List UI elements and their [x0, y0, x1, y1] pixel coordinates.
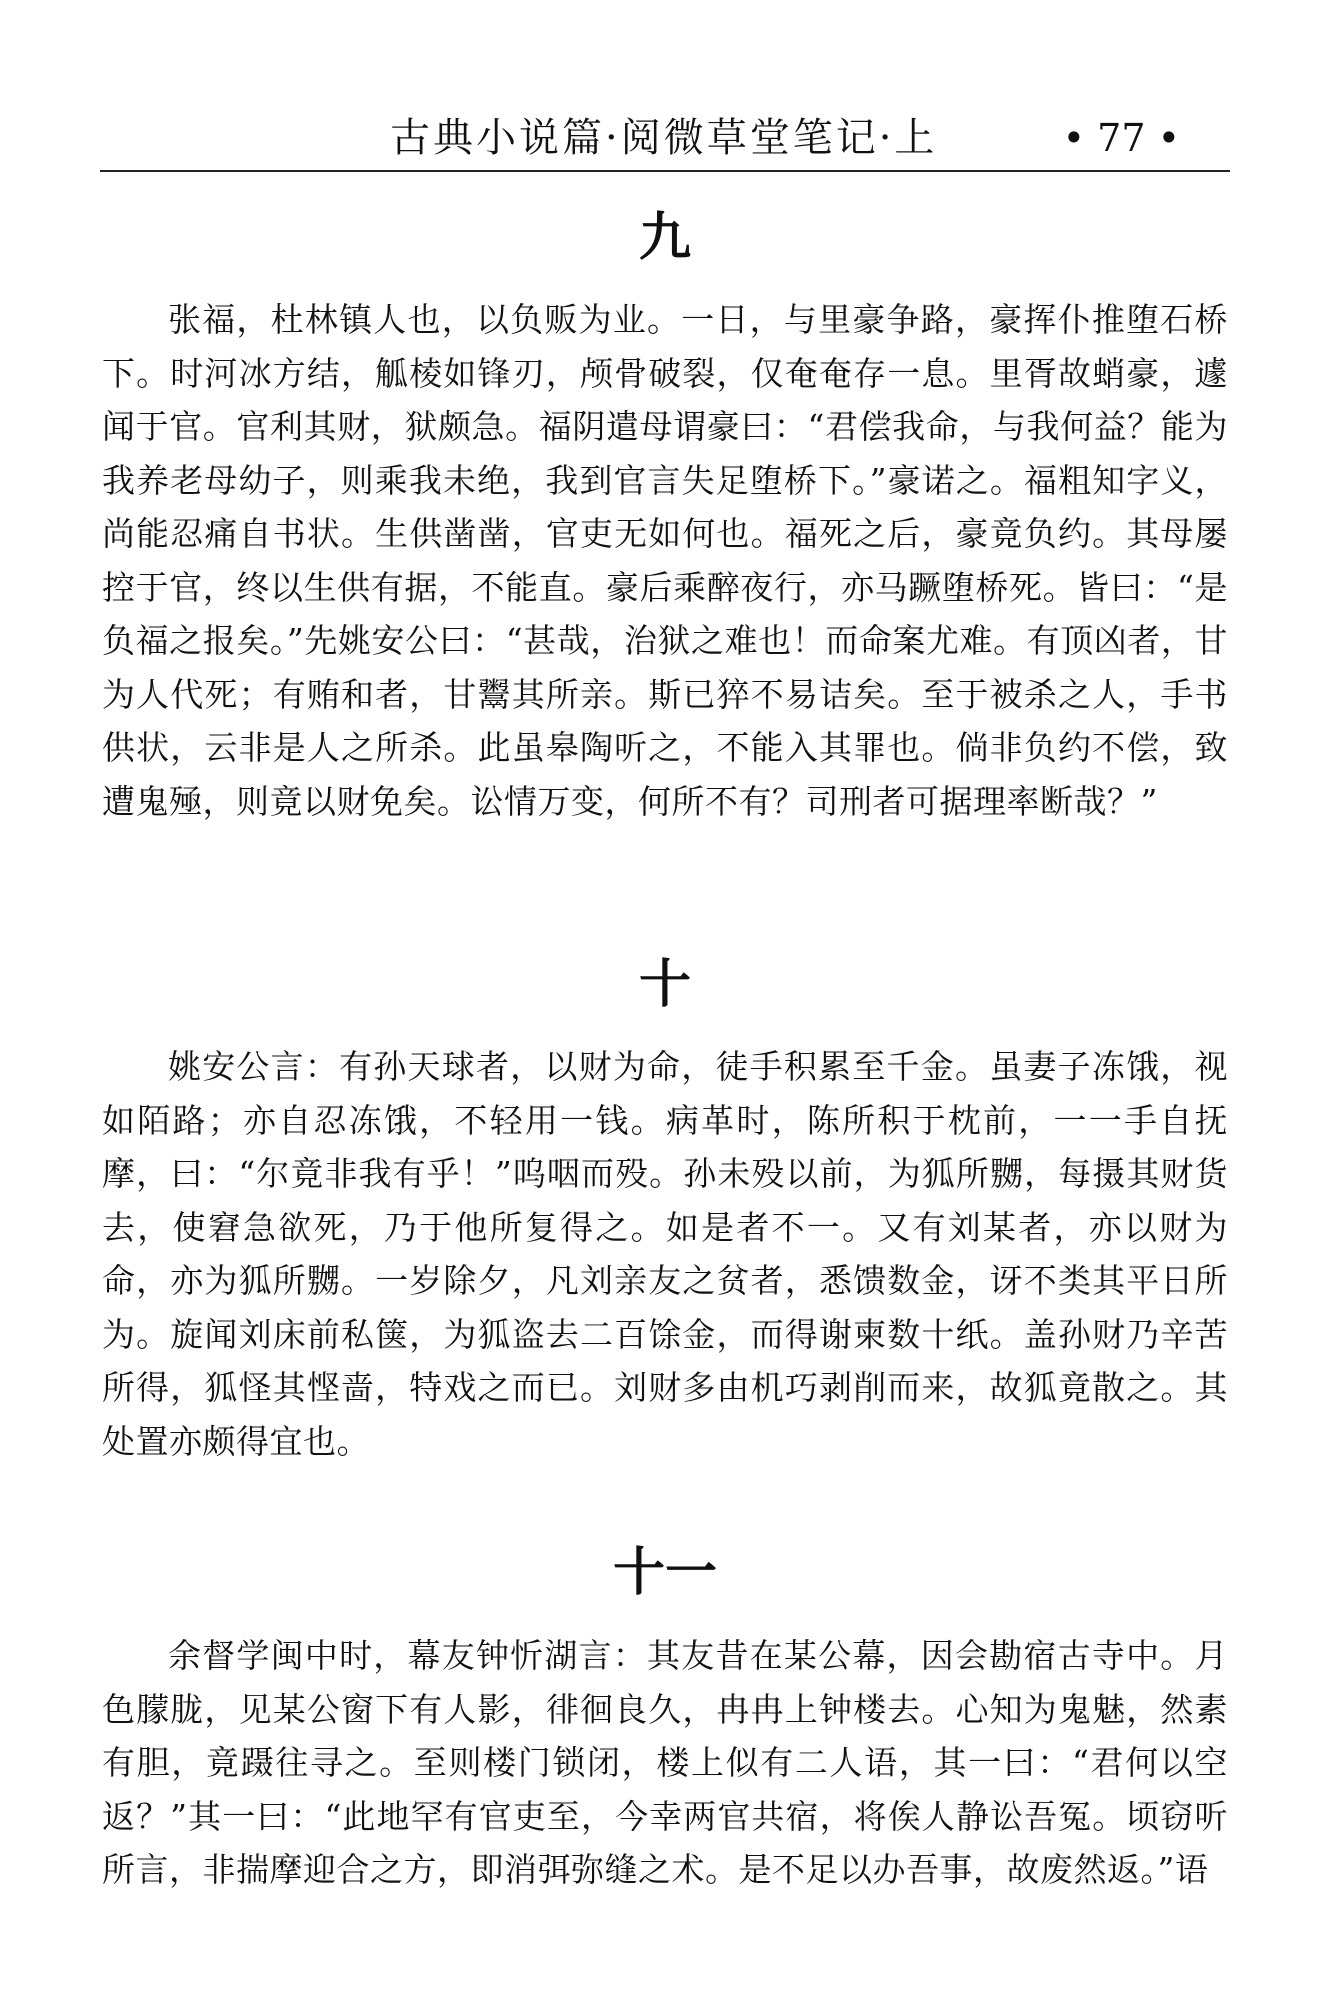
section-11-paragraph: 余督学闽中时，幕友钟忻湖言：其友昔在某公幕，因会勘宿古寺中。月色朦胧，见某公窗下有人影，徘徊良久，冉冉上钟楼去。心知为鬼魅，然素有胆，竟蹑往寻之。至则楼门锁闭，楼上似有二人语，其一曰：“君何以空返？”其一曰：“此地罕有官吏至，今幸两官共宿，将俟人静讼吾冤。顷窃听所言，非揣摩迎合之方，即消弭弥缝之术。是不足以办吾事，故废然返。”语	[102, 1636, 1228, 1889]
page-number: • 77 •	[1062, 116, 1180, 160]
section-heading-11: 十一	[612, 1542, 717, 1603]
section-heading-10: 十	[638, 954, 691, 1015]
running-header	[100, 108, 1230, 168]
section-9-paragraph: 张福，杜林镇人也，以负贩为业。一日，与里豪争路，豪挥仆推堕石桥下。时河冰方结，觚棱如锋刃，颅骨破裂，仅奄奄存一息。里胥故蛸豪，遽闻于官。官利其财，狱颇急。福阴遣母谓豪曰：“君偿我命，与我何益？能为我养老母幼子，则乘我未绝，我到官言失足堕桥下。”豪诺之。福粗知字义，尚能忍痛自书状。生供凿凿，官吏无如何也。福死之后，豪竟负约。其母屡控于官，终以生供有据，不能直。豪后乘醉夜行，亦马蹶堕桥死。皆曰：“是负福之报矣。”先姚安公曰：“甚哉，治狱之难也！而命案尤难。有顶凶者，甘为人代死；有贿和者，甘鬻其所亲。斯已猝不易诘矣。至于被杀之人，手书供状，云非是人之所杀。此虽皋陶听之，不能入其罪也。倘非负约不偿，致遭鬼殛，则竟以财免矣。讼情万变，何所不有？司刑者可据理率断哉？”	[102, 300, 1228, 821]
section-heading-9: 九	[638, 207, 691, 268]
running-title: 古典小说篇·阅微草堂笔记·上	[390, 115, 938, 161]
section-10-paragraph: 姚安公言：有孙天球者，以财为命，徒手积累至千金。虽妻子冻饿，视如陌路；亦自忍冻饿，不轻用一钱。病革时，陈所积于枕前，一一手自抚摩，曰：“尔竟非我有乎！”呜咽而殁。孙未殁以前，为狐所嬲，每摄其财货去，使窘急欲死，乃于他所复得之。如是者不一。又有刘某者，亦以财为命，亦为狐所嬲。一岁除夕，凡刘亲友之贫者，悉馈数金，讶不类其平日所为。旋闻刘床前私箧，为狐盗去二百馀金，而得谢柬数十纸。盖孙财乃辛苦所得，狐怪其悭啬，特戏之而已。刘财多由机巧剥削而来，故狐竟散之。其处置亦颇得宜也。	[102, 1047, 1228, 1461]
header-rule	[100, 170, 1230, 172]
